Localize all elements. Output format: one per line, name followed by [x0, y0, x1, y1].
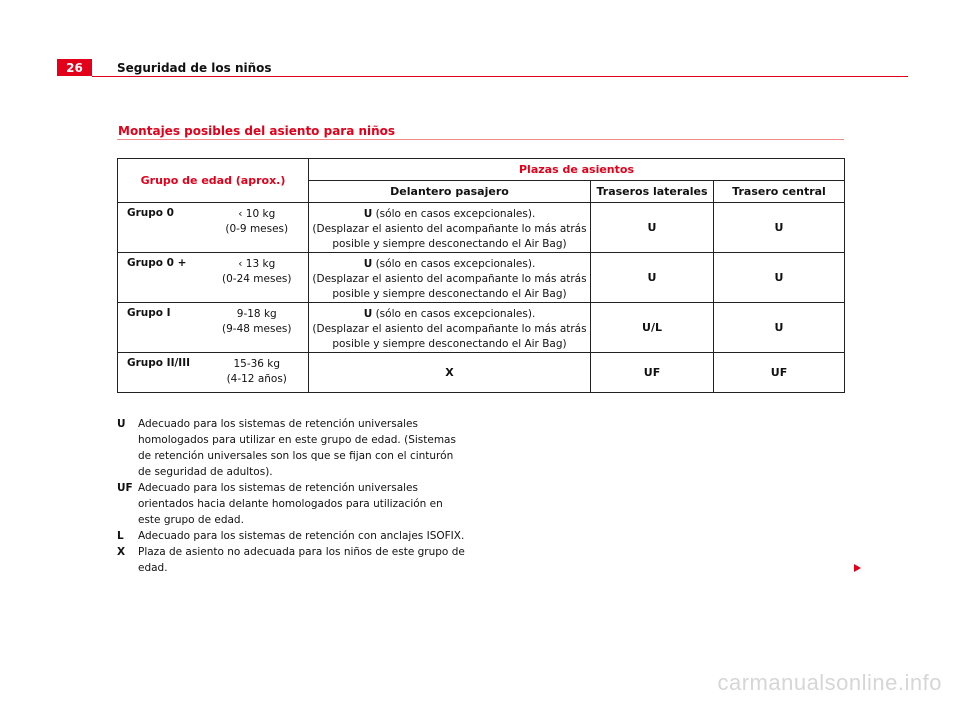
legend-text: Adecuado para los sistemas de retención universales homologados para utilizar en este grupo de edad. (Sistemas de retención universales son los que se fijan con el cinturón de seguridad de adultos). — [138, 418, 456, 478]
rear-center-cell: U — [714, 253, 845, 303]
legend-text: Adecuado para los sistemas de retención con anclajes ISOFIX. — [138, 530, 465, 542]
weight-age-cell — [206, 253, 309, 303]
front-code: U — [363, 258, 373, 270]
weight-age-cell — [206, 303, 309, 353]
table-row — [118, 303, 845, 353]
front-note: (sólo en casos excepcionales). — [372, 208, 536, 220]
age-text: (4-12 años) — [226, 373, 287, 385]
legend-text: Adecuado para los sistemas de retención universales orientados hacia delante homologados para utilización en este grupo de edad. — [138, 482, 443, 526]
front-note: (Desplazar el asiento del acompañante lo más atrás — [312, 273, 587, 285]
front-code: U — [363, 308, 373, 320]
page-number: 26 — [57, 59, 92, 76]
front-code: U — [363, 208, 373, 220]
age-text: (0-24 meses) — [222, 273, 292, 285]
age-group-header: Grupo de edad (aprox.) — [118, 159, 309, 203]
legend — [117, 416, 467, 576]
rear-center-cell: UF — [714, 353, 845, 393]
front-note: (sólo en casos excepcionales). — [372, 258, 536, 270]
legend-item — [117, 544, 467, 576]
weight-age-cell — [206, 203, 309, 253]
age-text: (9-48 meses) — [222, 323, 292, 335]
front-note: posible y siempre desconectando el Air Bag) — [332, 238, 567, 250]
front-passenger-header: Delantero pasajero — [309, 181, 591, 203]
weight-text: ‹ 13 kg — [238, 258, 276, 270]
group-label: Grupo I — [118, 303, 206, 353]
rear-center-cell: U — [714, 303, 845, 353]
front-passenger-cell — [309, 253, 591, 303]
section-rule — [117, 139, 844, 140]
legend-code: U — [117, 418, 126, 430]
weight-text: ‹ 10 kg — [238, 208, 276, 220]
front-passenger-cell — [309, 203, 591, 253]
front-note: (Desplazar el asiento del acompañante lo más atrás — [312, 223, 587, 235]
section-title: Montajes posibles del asiento para niños — [118, 124, 396, 138]
legend-item — [117, 480, 467, 528]
table-row — [118, 203, 845, 253]
front-passenger-cell: X — [309, 353, 591, 393]
seat-positions-header: Plazas de asientos — [309, 159, 845, 181]
rear-lateral-cell: U — [591, 203, 714, 253]
legend-item — [117, 528, 467, 544]
rear-center-header: Trasero central — [714, 181, 845, 203]
rear-lateral-cell: U — [591, 253, 714, 303]
legend-item — [117, 416, 467, 480]
rear-lateral-cell: UF — [591, 353, 714, 393]
front-note: (Desplazar el asiento del acompañante lo más atrás — [312, 323, 587, 335]
triangle-right-icon — [854, 564, 861, 572]
running-header: Seguridad de los niños — [117, 61, 272, 75]
watermark: carmanualsonline.info — [717, 670, 942, 695]
child-seat-table — [117, 158, 845, 393]
rear-lateral-cell: U/L — [591, 303, 714, 353]
weight-text: 15-36 kg — [233, 358, 281, 370]
front-passenger-cell — [309, 303, 591, 353]
front-note: posible y siempre desconectando el Air Bag) — [332, 288, 567, 300]
header-rule — [92, 76, 908, 77]
table-row — [118, 253, 845, 303]
legend-code: UF — [117, 482, 133, 494]
group-label: Grupo II/III — [118, 353, 206, 393]
table-row — [118, 353, 845, 393]
legend-code: L — [117, 530, 124, 542]
age-text: (0-9 meses) — [225, 223, 289, 235]
front-note: posible y siempre desconectando el Air Bag) — [332, 338, 567, 350]
weight-text: 9-18 kg — [236, 308, 277, 320]
rear-lateral-header: Traseros laterales — [591, 181, 714, 203]
front-note: (sólo en casos excepcionales). — [372, 308, 536, 320]
group-label: Grupo 0 + — [118, 253, 206, 303]
legend-text: Plaza de asiento no adecuada para los niños de este grupo de edad. — [138, 546, 465, 574]
legend-code: X — [117, 546, 126, 558]
group-label: Grupo 0 — [118, 203, 206, 253]
weight-age-cell — [206, 353, 309, 393]
rear-center-cell: U — [714, 203, 845, 253]
